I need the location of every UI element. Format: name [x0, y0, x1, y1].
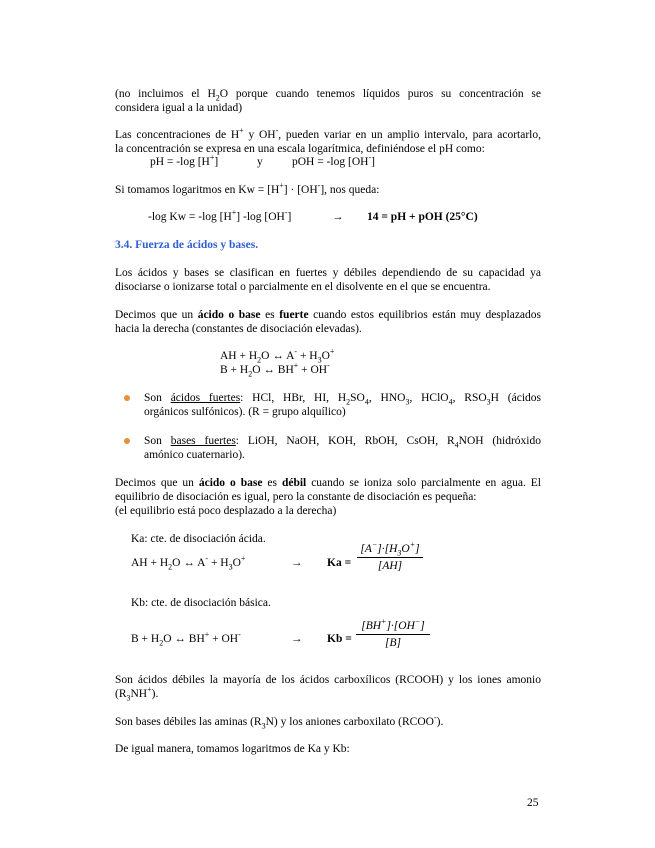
equation-base: $B + H_2O$ ↔ BH+ + OH-: [220, 361, 330, 379]
strong-intro-line1: Decimos que un ácido o base es fuerte cuando estos equilibrios están muy desplazados: [115, 309, 542, 321]
ka-fraction: [357, 540, 423, 572]
arrow-icon: →: [332, 211, 344, 223]
kb-equation: $B + H_2O$ ↔ BH+ + OH-: [131, 630, 241, 648]
arrow-icon: →: [291, 557, 303, 569]
ka-label: Ka: cte. de disociación ácida.: [131, 533, 266, 545]
ka-numerator: $[A^-]\cdot[H_3O^+]$: [360, 540, 420, 558]
weak-intro-line3: (el equilibrio está poco desplazado a la derecha): [115, 505, 337, 517]
kb-denominator: [B]: [385, 637, 401, 649]
bullet1-line1: Son ácidos fuertes: HCl, HBr, HI, $H_2SO_4$, $HNO_3$, HClO$_4$, $RSO_3H$ (ácidos: [144, 392, 541, 407]
bullet-icon: [124, 438, 130, 444]
strong-intro-line2: hacia la derecha (constantes de disociación elevadas).: [115, 323, 362, 335]
para3-line2: disociarse o ionizarse total o parcialmente en el disolvente en el que se encuentra.: [115, 281, 491, 293]
weak-acids-line2: $(R_3NH^+)$.: [115, 685, 159, 703]
weak-acids-line1: Son ácidos débiles la mayoría de los ácidos carboxílicos (RCOOH) y los iones amonio: [115, 674, 541, 686]
kb-label: Kb: cte. de disociación básica.: [131, 597, 271, 609]
kw-intro: Si tomamos logaritmos en Kw = [H+] · [OH-], nos queda:: [115, 181, 380, 196]
para2-line1: Las concentraciones de H+ y OH-, pueden variar en un amplio intervalo, para acortarlo,: [115, 126, 541, 141]
ka-name: Ka =: [327, 557, 352, 569]
weak-bases: Son bases débiles las aminas $(R_3N)$ y los aniones carboxilato (RCOO-).: [115, 713, 444, 731]
kw-result: 14 = pH + pOH (25°C): [367, 211, 478, 223]
ka-equation: AH + $H_2O$ ↔ $A^- + H_3O^+$: [131, 554, 246, 572]
ka-denominator: [AH]: [377, 560, 403, 572]
bullet1-line2: orgánicos sulfónicos). (R = grupo alquílico): [144, 406, 346, 418]
bullet-icon: [124, 395, 130, 401]
para1-line1: (no incluimos el $H_2O$ porque cuando tenemos líquidos puros su concentración se: [115, 88, 542, 103]
bullet2-line2: amónico cuaternario).: [144, 449, 245, 461]
section-heading: 3.4. Fuerza de ácidos y bases.: [115, 239, 259, 251]
para3-line1: Los ácidos y bases se clasifican en fuertes y débiles dependiendo de su capacidad ya: [115, 267, 541, 279]
and-word: y: [257, 156, 263, 168]
para2-line2: la concentración se expresa en una escala logarítmica, definiéndose el pH como:: [115, 143, 485, 155]
poh-equation: pOH = -log [OH-]: [292, 153, 375, 168]
kb-numerator: [BH+]·[OH−]: [361, 617, 425, 632]
ph-equation: pH = -log [H+]: [150, 153, 219, 168]
final-line: De igual manera, tomamos logaritmos de Ka y Kb:: [115, 743, 350, 755]
weak-intro-line2: equilibrio de disociación es igual, pero la constante de disociación es pequeña:: [115, 491, 477, 503]
bullet2-line1: Son bases fuertes: LiOH, NaOH, KOH, RbOH, CsOH, $R_4NOH$ (hidróxido: [144, 435, 541, 450]
para1-line2: considera igual a la unidad): [115, 102, 243, 114]
arrow-icon: →: [291, 633, 303, 645]
weak-intro-line1: Decimos que un ácido o base es débil cuando se ioniza solo parcialmente en agua. El: [115, 477, 541, 489]
kw-equation: -log Kw = -log [H+] -log [OH-]: [148, 208, 292, 223]
kb-fraction: [356, 617, 430, 649]
kb-name: Kb =: [327, 633, 352, 645]
equation-acid: AH + $H_2O$ ↔ $A^- + H_3O^+$: [220, 347, 335, 365]
page-number: 25: [527, 797, 539, 809]
